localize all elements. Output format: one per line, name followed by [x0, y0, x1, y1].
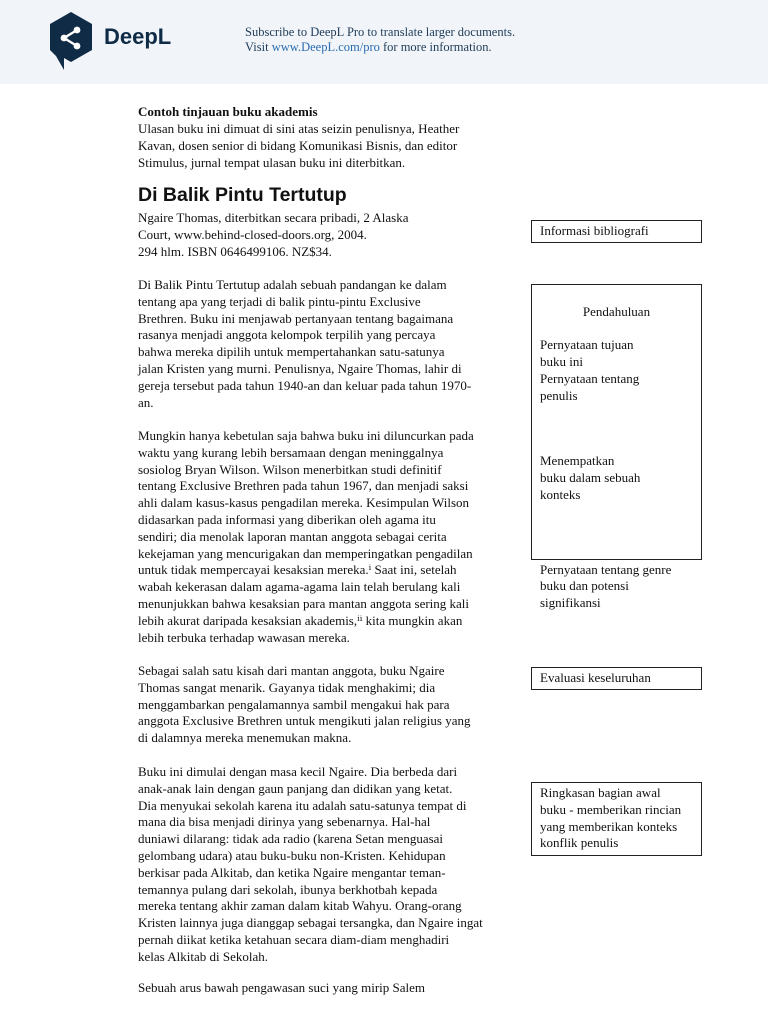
note-introduction	[531, 284, 702, 611]
paragraph-1: Di Balik Pintu Tertutup adalah sebuah pandangan ke dalam tentang apa yang terjadi di balik pintu-pintu Exclusive Brethren. Buku ini menjawab pertanyaan tentang bagaimana rasanya menjadi anggota kelompok terpilih yang percaya bahwa mereka dipilih untuk mempertahankan satu-satunya jalan Kristen yang murni. Penulisnya, Ngaire Thomas, lahir di gereja tersebut pada tahun 1940-an dan keluar pada tahun 1970- an.	[138, 277, 472, 410]
promo-tail: for more information.	[383, 40, 492, 54]
note-introduction-purpose: Pernyataan tujuan buku ini Pernyataan tentang penulis	[540, 337, 640, 403]
deepl-banner	[0, 0, 768, 84]
book-title: Di Balik Pintu Tertutup	[138, 184, 347, 206]
paragraph-2: Mungkin hanya kebetulan saja bahwa buku ini diluncurkan pada waktu yang kurang lebih bersamaan dengan meninggalnya sosiolog Bryan Wilson. Wilson menerbitkan studi definitif tentang Exclusive Brethren pada tahun 1967, dan menjadi saksi ahli dalam kasus-kasus pengadilan mereka. Kesimpulan Wilson didasarkan pada informasi yang diberikan oleh agama itu sendiri; dia menolak laporan mantan anggota sebagai cerita kekejaman yang mencurigakan dan memperingatkan pengadilan untuk tidak mempercayai kesaksian mereka.ⁱ Saat ini, setelah wabah kekerasan dalam agama-agama lain telah berulang kali menunjukkan bahwa kesaksian para mantan anggota sering kali lebih akurat daripada kesaksian akademis,ⁱⁱ kita mungkin akan lebih terbuka terhadap wawasan mereka.	[138, 428, 474, 645]
note-introduction-genre: Pernyataan tentang genre buku dan potensi signifikansi	[540, 561, 672, 611]
deepl-logo-icon[interactable]	[46, 10, 96, 72]
paragraph-4: Buku ini dimulai dengan masa kecil Ngaire. Dia berbeda dari anak-anak lain dengan gaun panjang dan didikan yang ketat. Dia menyukai sekolah karena itu adalah satu-satunya tempat di mana dia bisa menjadi dirinya yang sebenarnya. Hal-hal duniawi dilarang: tidak ada radio (karena Setan menguasai gelombang udara) atau buku-buku non-Kristen. Kehidupan berkisar pada Alkitab, dan ketika Ngaire mengantar teman- temannya pulang dari sekolah, ibunya berkhotbah kepada mereka tentang akhir zaman dalam kitab Wahyu. Orang-orang Kristen lainnya juga dianggap sebagai tersangka, dan Ngaire ingat pernah diikat ketika ketahuan secara diam-diam menghadiri kelas Alkitab di Sekolah.	[138, 764, 483, 964]
bibliographic-info: Ngaire Thomas, diterbitkan secara pribadi, 2 Alaska Court, www.behind-closed-doors.org, 2004. 294 hlm. ISBN 0646499106. NZ$34.	[138, 210, 409, 259]
promo-text	[245, 25, 515, 55]
note-bibliographic-info: Informasi bibliografi	[531, 220, 702, 243]
deepl-pro-link[interactable]: www.DeepL.com/pro	[271, 40, 380, 54]
note-summary: Ringkasan bagian awal buku - memberikan rincian yang memberikan konteks konflik penulis	[531, 782, 702, 856]
paragraph-5: Sebuah arus bawah pengawasan suci yang mirip Salem	[138, 980, 426, 995]
document-page	[0, 84, 768, 1024]
note-introduction-heading: Pendahuluan	[582, 303, 651, 319]
doc-intro: Ulasan buku ini dimuat di sini atas seizin penulisnya, Heather Kavan, dosen senior di bidang Komunikasi Bisnis, dan editor Stimulus, jurnal tempat ulasan buku ini diterbitkan.	[138, 121, 460, 170]
promo-line-1: Subscribe to DeepL Pro to translate larger documents.	[245, 25, 516, 39]
doc-heading: Contoh tinjauan buku akademis	[138, 104, 318, 119]
promo-visit: Visit	[245, 40, 269, 54]
note-introduction-context: Menempatkan buku dalam sebuah konteks	[540, 453, 641, 502]
note-overall-evaluation: Evaluasi keseluruhan	[531, 667, 702, 690]
paragraph-3: Sebagai salah satu kisah dari mantan anggota, buku Ngaire Thomas sangat menarik. Gayanya tidak menghakimi; dia menggambarkan pengalamannya sambil mengakui hak para anggota Exclusive Brethren untuk mengikuti jalan religius yang di dalamnya mereka menemukan makna.	[138, 663, 471, 746]
logo-wordmark: DeepL	[104, 24, 172, 49]
